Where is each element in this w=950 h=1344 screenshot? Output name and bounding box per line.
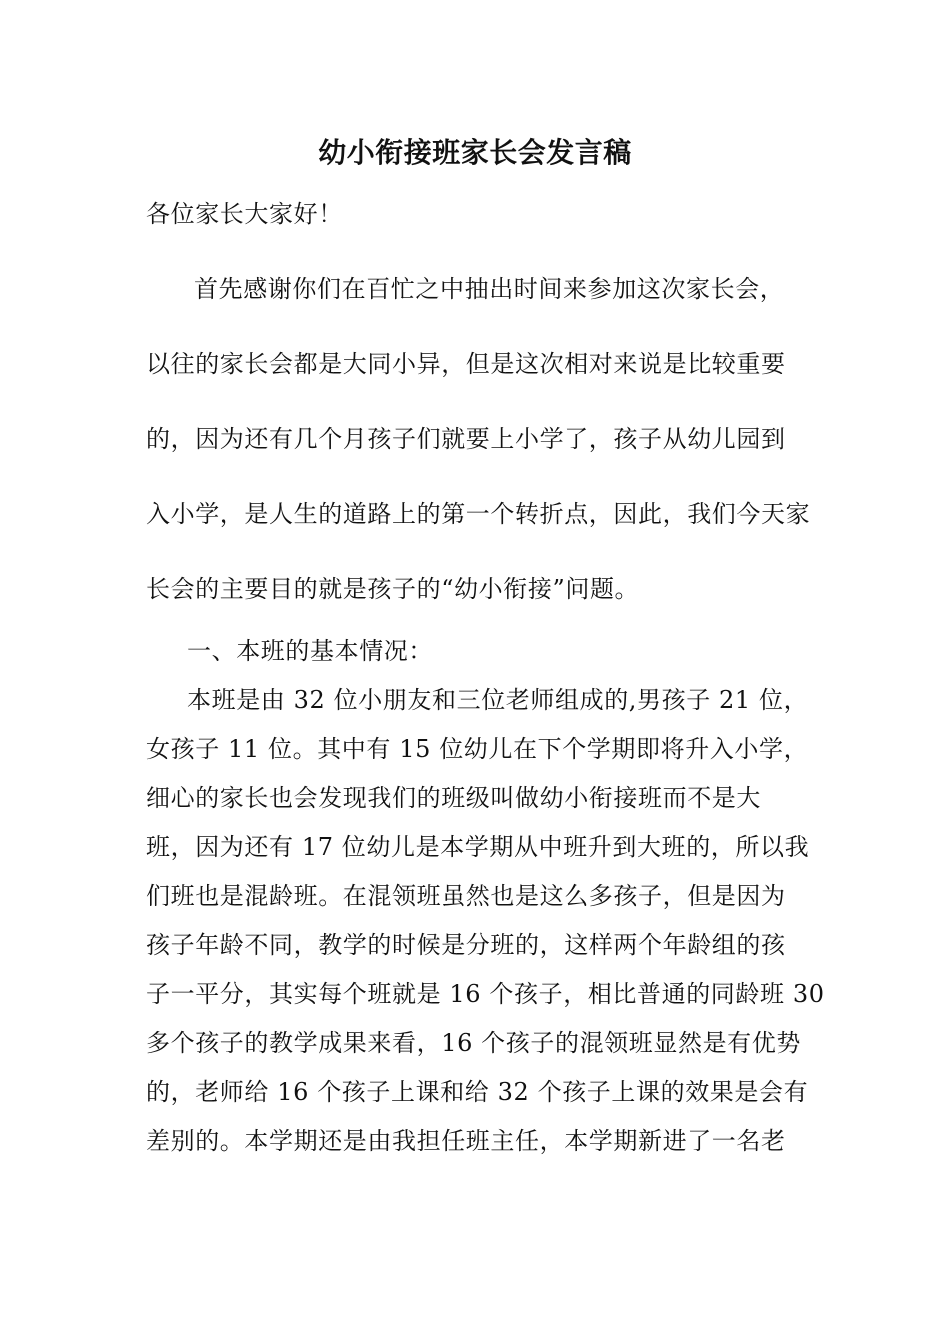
paragraph2-line-4: 班，因为还有 17 位幼儿是本学期从中班升到大班的，所以我 [146,833,810,861]
paragraph1-line-4: 入小学，是人生的道路上的第一个转折点，因此，我们今天家 [146,500,811,528]
paragraph2-line-10: 差别的。本学期还是由我担任班主任，本学期新进了一名老 [146,1127,786,1155]
paragraph1-line-1: 首先感谢你们在百忙之中抽出时间来参加这次家长会， [194,275,785,303]
paragraph2-line-1: 本班是由 32 位小朋友和三位老师组成的,男孩子 21 位， [187,686,809,714]
paragraph2-line-5: 们班也是混龄班。在混领班虽然也是这么多孩子，但是因为 [146,882,786,910]
paragraph2-line-7: 子一平分，其实每个班就是 16 个孩子，相比普通的同龄班 30 [146,980,825,1008]
paragraph1-line-3: 的，因为还有几个月孩子们就要上小学了，孩子从幼儿园到 [146,425,786,453]
paragraph1-line-2: 以往的家长会都是大同小异，但是这次相对来说是比较重要 [146,350,786,378]
greeting-line: 各位家长大家好！ [146,200,343,228]
document-title: 幼小衔接班家长会发言稿 [318,136,632,169]
paragraph2-line-8: 多个孩子的教学成果来看，16 个孩子的混领班显然是有优势 [146,1029,801,1057]
section-heading: 一、本班的基本情况： [187,637,433,665]
paragraph2-line-9: 的，老师给 16 个孩子上课和给 32 个孩子上课的效果是会有 [146,1078,809,1106]
paragraph2-line-6: 孩子年龄不同，教学的时候是分班的，这样两个年龄组的孩 [146,931,786,959]
paragraph1-line-5: 长会的主要目的就是孩子的“幼小衔接”问题。 [146,575,640,603]
paragraph2-line-2: 女孩子 11 位。其中有 15 位幼儿在下个学期即将升入小学， [146,735,809,763]
paragraph2-line-3: 细心的家长也会发现我们的班级叫做幼小衔接班而不是大 [146,784,761,812]
